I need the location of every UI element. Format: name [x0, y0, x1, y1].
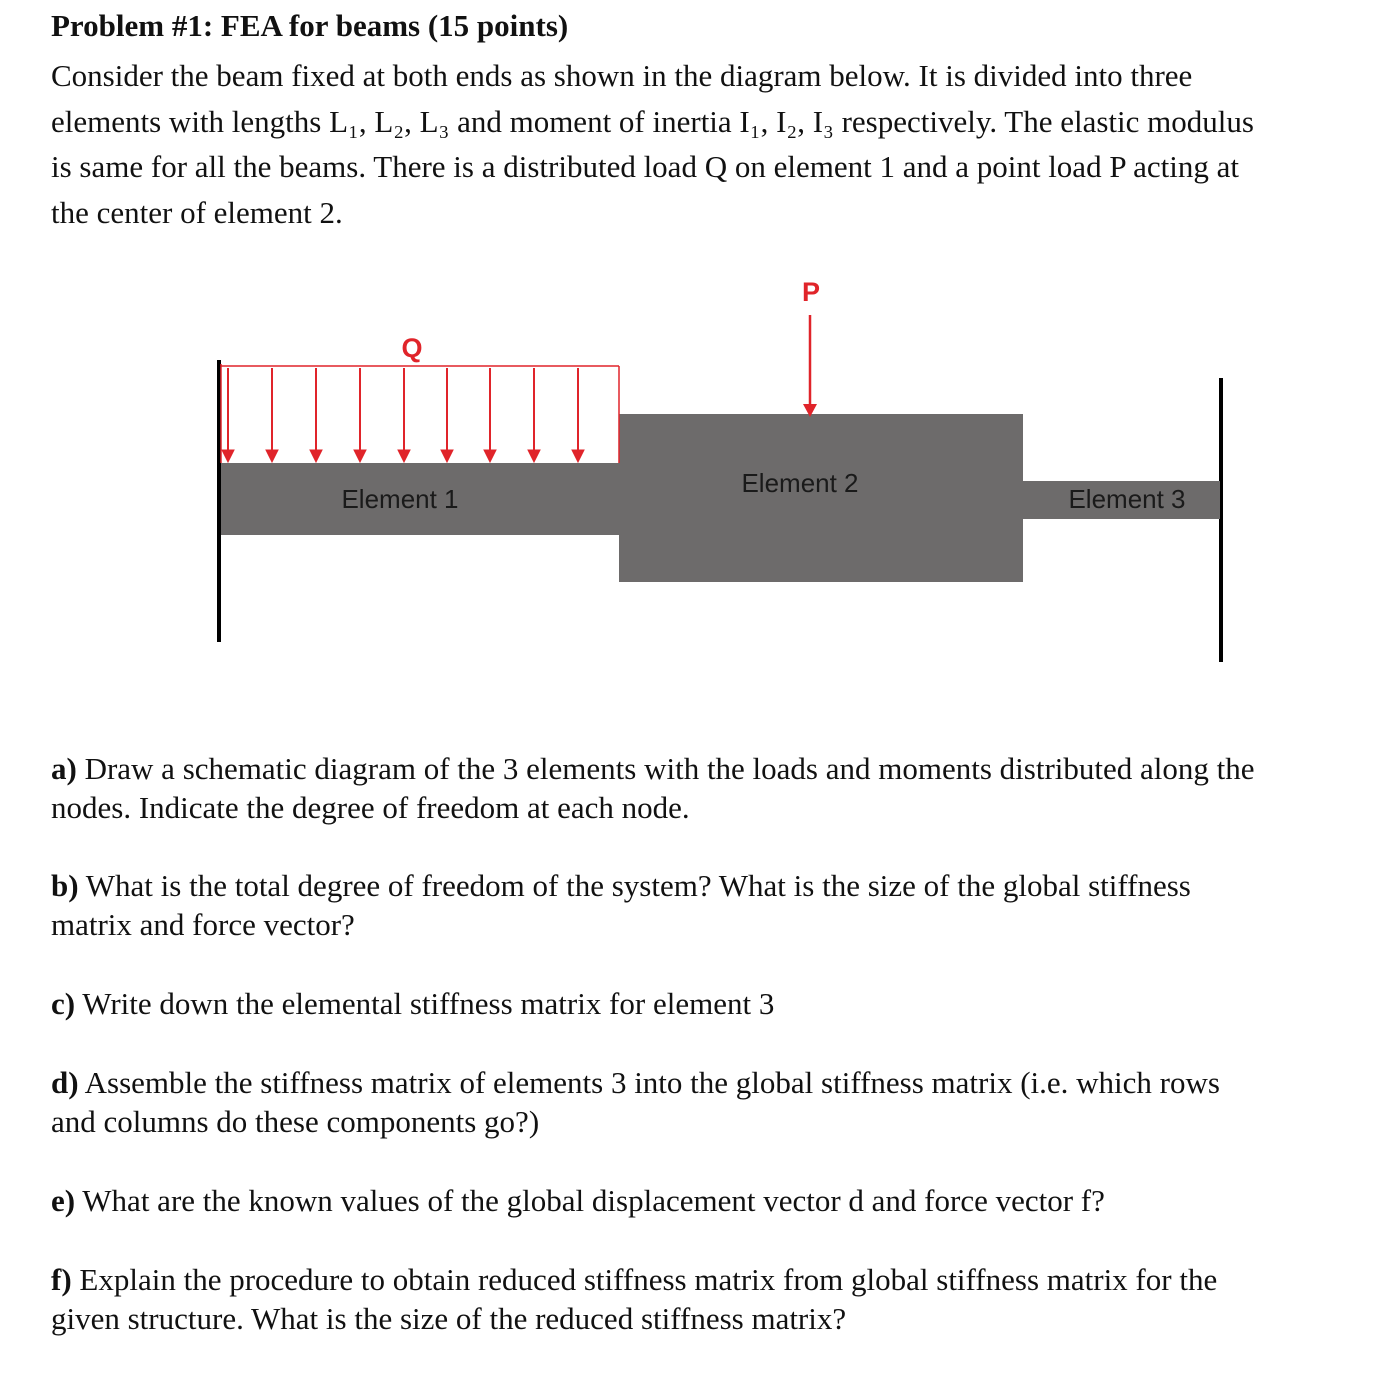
- load-label-q: Q: [401, 333, 423, 363]
- question-text: What are the known values of the global displacement vector d and force vector f?: [82, 1183, 1105, 1218]
- distributed-load-arrowhead: [572, 450, 584, 462]
- question-text: Write down the elemental stiffness matrix for element 3: [82, 986, 775, 1021]
- problem-title: Problem #1: FEA for beams (15 points): [51, 8, 569, 43]
- question-text: matrix and force vector?: [51, 907, 355, 942]
- load-label-p: P: [801, 277, 821, 307]
- distributed-load-arrowhead: [222, 450, 234, 462]
- question-e: [51, 1181, 1105, 1220]
- question-b: [51, 866, 1191, 944]
- distributed-load-arrowhead: [266, 450, 278, 462]
- question-label: b): [51, 868, 79, 903]
- question-a: [51, 749, 1255, 827]
- question-line: [51, 1063, 1220, 1102]
- question-line: [51, 984, 774, 1023]
- question-line: [51, 1260, 1217, 1299]
- distributed-load-arrowhead: [354, 450, 366, 462]
- question-text: nodes. Indicate the degree of freedom at each node.: [51, 790, 690, 825]
- question-text: Draw a schematic diagram of the 3 elements with the loads and moments distributed along the: [84, 751, 1255, 786]
- question-c: [51, 984, 774, 1023]
- distributed-load-arrowhead: [528, 450, 540, 462]
- distributed-load-q: [221, 364, 619, 463]
- question-label: c): [51, 986, 76, 1021]
- statement-line: elements with lengths L₁, L₂, L₃ and moment of inertia I₁, I₂, I₃ respectively. The elastic modulus: [51, 103, 1254, 139]
- element-2-label: Element 2: [741, 468, 859, 498]
- question-text: Assemble the stiffness matrix of elements 3 into the global stiffness matrix (i.e. which rows: [84, 1065, 1220, 1100]
- distributed-load-arrowhead: [398, 450, 410, 462]
- question-line: [51, 749, 1255, 788]
- statement-line: is same for all the beams. There is a distributed load Q on element 1 and a point load P acting at: [51, 149, 1240, 184]
- statement-line: the center of element 2.: [51, 194, 343, 230]
- question-line: [51, 866, 1191, 905]
- distributed-load-arrowhead: [441, 450, 453, 462]
- question-label: a): [51, 751, 77, 786]
- question-label: f): [51, 1262, 72, 1297]
- element-2-beam: [619, 414, 1023, 582]
- distributed-load-arrowhead: [484, 450, 496, 462]
- statement-line: Consider the beam fixed at both ends as shown in the diagram below. It is divided into three: [51, 58, 1193, 93]
- question-f: [51, 1260, 1217, 1338]
- question-text: What is the total degree of freedom of the system? What is the size of the global stiffness: [85, 868, 1191, 903]
- question-text: Explain the procedure to obtain reduced stiffness matrix from global stiffness matrix for the: [79, 1262, 1218, 1297]
- distributed-load-arrowhead: [310, 450, 322, 462]
- element-3-label: Element 3: [1068, 484, 1186, 514]
- point-load-p-arrow: [803, 315, 817, 417]
- question-text: given structure. What is the size of the reduced stiffness matrix?: [51, 1301, 847, 1336]
- question-line: [51, 1181, 1105, 1220]
- question-text: and columns do these components go?): [51, 1104, 540, 1139]
- question-label: d): [51, 1065, 79, 1100]
- question-d: [51, 1063, 1220, 1141]
- element-1-label: Element 1: [341, 484, 459, 514]
- question-label: e): [51, 1183, 76, 1218]
